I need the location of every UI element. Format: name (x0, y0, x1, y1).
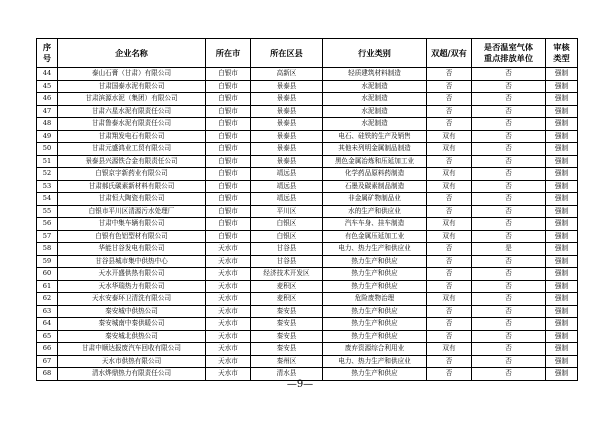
cell-index: 60 (37, 268, 58, 281)
cell-industry: 热力生产和供应 (323, 280, 427, 293)
table-row (37, 205, 578, 218)
cell-dual: 否 (427, 205, 472, 218)
cell-industry: 石墨及碳素制品制造 (323, 180, 427, 193)
cell-city: 天水市 (206, 305, 251, 318)
cell-ghg: 否 (472, 255, 546, 268)
cell-name: 泰山石膏（甘肃）有限公司 (58, 68, 206, 81)
cell-dual: 否 (427, 243, 472, 256)
cell-name: 甘肃郝氏碳素新材料有限公司 (58, 180, 206, 193)
cell-name: 白银有色铝型材有限公司 (58, 230, 206, 243)
table-row (37, 168, 578, 181)
cell-dual: 双有 (427, 218, 472, 231)
header-dual (427, 39, 472, 68)
cell-city: 天水市 (206, 268, 251, 281)
cell-audit: 强制 (546, 118, 578, 131)
enterprise-table (36, 38, 578, 381)
cell-index: 61 (37, 280, 58, 293)
cell-city: 天水市 (206, 368, 251, 381)
cell-county: 秦安县 (251, 318, 323, 331)
cell-index: 56 (37, 218, 58, 231)
cell-index: 59 (37, 255, 58, 268)
cell-index: 65 (37, 330, 58, 343)
table-row (37, 330, 578, 343)
cell-industry: 水的生产和供应业 (323, 205, 427, 218)
cell-audit: 强制 (546, 318, 578, 331)
cell-ghg: 否 (472, 355, 546, 368)
cell-county: 靖远县 (251, 180, 323, 193)
cell-city: 白银市 (206, 230, 251, 243)
cell-ghg: 否 (472, 168, 546, 181)
header-industry-label: 行业类别 (358, 47, 391, 58)
cell-dual: 否 (427, 105, 472, 118)
cell-dual: 否 (427, 280, 472, 293)
cell-audit: 强制 (546, 368, 578, 381)
cell-dual: 双有 (427, 343, 472, 356)
header-index-label: 序 号 (42, 42, 52, 63)
cell-city: 天水市 (206, 330, 251, 343)
table-row (37, 68, 578, 81)
cell-city: 白银市 (206, 80, 251, 93)
cell-name: 甘肃元盛鸿业工贸有限公司 (58, 143, 206, 156)
cell-county: 景泰县 (251, 80, 323, 93)
cell-ghg: 否 (472, 280, 546, 293)
cell-index: 62 (37, 293, 58, 306)
table-row (37, 93, 578, 106)
cell-ghg: 是 (472, 243, 546, 256)
table-row (37, 343, 578, 356)
header-city-label: 所在市 (215, 47, 241, 58)
page-number: —9— (286, 379, 314, 390)
cell-index: 57 (37, 230, 58, 243)
cell-index: 66 (37, 343, 58, 356)
cell-county: 景泰县 (251, 118, 323, 131)
cell-ghg: 否 (472, 218, 546, 231)
cell-city: 白银市 (206, 68, 251, 81)
header-name-label: 企业名称 (115, 47, 148, 58)
cell-index: 49 (37, 130, 58, 143)
cell-name: 甘肃中顺达报废汽车回收有限公司 (58, 343, 206, 356)
cell-ghg: 否 (472, 330, 546, 343)
cell-industry: 水泥制造 (323, 80, 427, 93)
cell-industry: 其他未列明金属制品制造 (323, 143, 427, 156)
cell-audit: 强制 (546, 305, 578, 318)
cell-audit: 强制 (546, 155, 578, 168)
cell-name: 天水开盛供热有限公司 (58, 268, 206, 281)
cell-county: 景泰县 (251, 143, 323, 156)
cell-industry: 热力生产和供应 (323, 268, 427, 281)
cell-ghg: 否 (472, 343, 546, 356)
cell-county: 景泰县 (251, 93, 323, 106)
table-row (37, 80, 578, 93)
cell-industry: 废弃资源综合利用业 (323, 343, 427, 356)
cell-city: 天水市 (206, 355, 251, 368)
table-row (37, 193, 578, 206)
cell-county: 景泰县 (251, 130, 323, 143)
table-row (37, 155, 578, 168)
cell-county: 秦安县 (251, 305, 323, 318)
cell-ghg: 否 (472, 368, 546, 381)
cell-industry: 热力生产和供应 (323, 318, 427, 331)
cell-index: 64 (37, 318, 58, 331)
cell-industry: 水泥制造 (323, 105, 427, 118)
cell-name: 甘谷县城市集中供热中心 (58, 255, 206, 268)
table-row (37, 280, 578, 293)
cell-name: 甘肃中集车辆有限公司 (58, 218, 206, 231)
cell-audit: 强制 (546, 343, 578, 356)
cell-dual: 双有 (427, 130, 472, 143)
cell-ghg: 否 (472, 93, 546, 106)
cell-dual: 双有 (427, 180, 472, 193)
cell-city: 天水市 (206, 293, 251, 306)
cell-name: 甘肃鲁泰水泥有限责任公司 (58, 118, 206, 131)
cell-audit: 强制 (546, 280, 578, 293)
header-county-label: 所在区县 (270, 47, 303, 58)
cell-county: 麦积区 (251, 280, 323, 293)
cell-county: 景泰县 (251, 105, 323, 118)
cell-industry: 非金属矿物制品业 (323, 193, 427, 206)
cell-audit: 强制 (546, 243, 578, 256)
cell-city: 天水市 (206, 243, 251, 256)
cell-index: 50 (37, 143, 58, 156)
cell-audit: 强制 (546, 205, 578, 218)
cell-index: 51 (37, 155, 58, 168)
table-row (37, 293, 578, 306)
table-row (37, 318, 578, 331)
cell-city: 白银市 (206, 93, 251, 106)
cell-index: 47 (37, 105, 58, 118)
cell-index: 48 (37, 118, 58, 131)
cell-name: 甘肃滨源水泥（集团）有限公司 (58, 93, 206, 106)
table-row (37, 180, 578, 193)
cell-audit: 强制 (546, 168, 578, 181)
cell-dual: 否 (427, 305, 472, 318)
cell-county: 甘谷县 (251, 255, 323, 268)
cell-industry: 电力、热力生产和供应业 (323, 243, 427, 256)
cell-ghg: 否 (472, 268, 546, 281)
cell-audit: 强制 (546, 255, 578, 268)
cell-name: 秦安城南中秦供暖公司 (58, 318, 206, 331)
cell-audit: 强制 (546, 93, 578, 106)
cell-audit: 强制 (546, 268, 578, 281)
cell-ghg: 否 (472, 130, 546, 143)
cell-ghg: 否 (472, 155, 546, 168)
cell-audit: 强制 (546, 355, 578, 368)
cell-dual: 否 (427, 80, 472, 93)
cell-dual: 否 (427, 93, 472, 106)
cell-county: 秦安县 (251, 343, 323, 356)
cell-city: 白银市 (206, 218, 251, 231)
cell-county: 靖远县 (251, 193, 323, 206)
cell-index: 68 (37, 368, 58, 381)
cell-index: 46 (37, 93, 58, 106)
cell-industry: 水泥制造 (323, 118, 427, 131)
cell-city: 白银市 (206, 180, 251, 193)
cell-industry: 黑色金属冶炼和压延加工业 (323, 155, 427, 168)
cell-industry: 热力生产和供应 (323, 305, 427, 318)
table-row (37, 143, 578, 156)
cell-county: 经济技术开发区 (251, 268, 323, 281)
cell-name: 白银市平川区清源污水处理厂 (58, 205, 206, 218)
cell-index: 54 (37, 193, 58, 206)
cell-city: 白银市 (206, 155, 251, 168)
cell-audit: 强制 (546, 218, 578, 231)
cell-industry: 汽车车身、挂车制造 (323, 218, 427, 231)
cell-city: 白银市 (206, 130, 251, 143)
cell-dual: 否 (427, 355, 472, 368)
cell-index: 67 (37, 355, 58, 368)
cell-name: 秦安城北供热公司 (58, 330, 206, 343)
cell-industry: 热力生产和供应 (323, 368, 427, 381)
cell-name: 清水烨鼎热力有限责任公司 (58, 368, 206, 381)
header-ghg-label: 是否温室气体 重点排放单位 (483, 42, 534, 63)
cell-index: 55 (37, 205, 58, 218)
cell-audit: 强制 (546, 330, 578, 343)
cell-dual: 双有 (427, 230, 472, 243)
table-row (37, 105, 578, 118)
cell-city: 白银市 (206, 205, 251, 218)
cell-ghg: 否 (472, 230, 546, 243)
cell-dual: 否 (427, 330, 472, 343)
cell-audit: 强制 (546, 80, 578, 93)
cell-dual: 双有 (427, 143, 472, 156)
cell-county: 靖远县 (251, 168, 323, 181)
table-row (37, 218, 578, 231)
cell-city: 白银市 (206, 168, 251, 181)
cell-audit: 强制 (546, 230, 578, 243)
cell-ghg: 否 (472, 143, 546, 156)
cell-county: 景泰县 (251, 155, 323, 168)
cell-name: 天水华瑞热力有限公司 (58, 280, 206, 293)
cell-name: 甘肃恒大陶瓷有限公司 (58, 193, 206, 206)
cell-county: 秦州区 (251, 355, 323, 368)
cell-ghg: 否 (472, 180, 546, 193)
cell-dual: 双有 (427, 293, 472, 306)
cell-ghg: 否 (472, 118, 546, 131)
cell-dual: 否 (427, 268, 472, 281)
header-audit (546, 39, 578, 68)
cell-ghg: 否 (472, 68, 546, 81)
cell-industry: 危险废物治理 (323, 293, 427, 306)
cell-ghg: 否 (472, 318, 546, 331)
cell-ghg: 否 (472, 205, 546, 218)
cell-dual: 否 (427, 118, 472, 131)
table-row (37, 130, 578, 143)
cell-ghg: 否 (472, 80, 546, 93)
header-county (251, 39, 323, 68)
header-dual-label: 双超/双有 (431, 47, 467, 58)
cell-ghg: 否 (472, 305, 546, 318)
header-city (206, 39, 251, 68)
cell-audit: 强制 (546, 105, 578, 118)
cell-industry: 电力、热力生产和供应业 (323, 355, 427, 368)
cell-industry: 轻质建筑材料制造 (323, 68, 427, 81)
cell-city: 白银市 (206, 143, 251, 156)
cell-name: 白银京宇新药业有限公司 (58, 168, 206, 181)
table-header-row (37, 39, 578, 68)
cell-audit: 强制 (546, 193, 578, 206)
cell-industry: 电石、硅铁的生产及销售 (323, 130, 427, 143)
cell-city: 白银市 (206, 105, 251, 118)
header-audit-label: 审核 类型 (553, 42, 570, 63)
cell-ghg: 否 (472, 293, 546, 306)
cell-audit: 强制 (546, 180, 578, 193)
cell-index: 63 (37, 305, 58, 318)
cell-county: 麦积区 (251, 293, 323, 306)
cell-city: 天水市 (206, 280, 251, 293)
cell-index: 58 (37, 243, 58, 256)
cell-county: 秦安县 (251, 330, 323, 343)
cell-dual: 否 (427, 155, 472, 168)
cell-name: 秦安城中供热公司 (58, 305, 206, 318)
cell-ghg: 否 (472, 105, 546, 118)
cell-index: 44 (37, 68, 58, 81)
cell-index: 53 (37, 180, 58, 193)
cell-industry: 化学药品原料药制造 (323, 168, 427, 181)
table-row (37, 355, 578, 368)
cell-audit: 强制 (546, 68, 578, 81)
cell-dual: 否 (427, 368, 472, 381)
table-row (37, 305, 578, 318)
cell-dual: 否 (427, 193, 472, 206)
cell-city: 天水市 (206, 318, 251, 331)
header-ghg (472, 39, 546, 68)
header-name (58, 39, 206, 68)
cell-name: 甘肃六星水泥有限责任公司 (58, 105, 206, 118)
cell-county: 甘谷县 (251, 243, 323, 256)
cell-industry: 有色金属压延加工业 (323, 230, 427, 243)
cell-city: 白银市 (206, 193, 251, 206)
cell-name: 华能甘谷发电有限公司 (58, 243, 206, 256)
cell-city: 天水市 (206, 343, 251, 356)
cell-city: 天水市 (206, 255, 251, 268)
cell-city: 白银市 (206, 118, 251, 131)
cell-dual: 否 (427, 318, 472, 331)
table-row (37, 243, 578, 256)
cell-county: 高新区 (251, 68, 323, 81)
cell-county: 白银区 (251, 230, 323, 243)
cell-industry: 水泥制造 (323, 93, 427, 106)
header-industry (323, 39, 427, 68)
cell-county: 平川区 (251, 205, 323, 218)
cell-index: 45 (37, 80, 58, 93)
cell-audit: 强制 (546, 143, 578, 156)
cell-ghg: 否 (472, 193, 546, 206)
cell-dual: 否 (427, 68, 472, 81)
cell-name: 天水安泰环卫清洗有限公司 (58, 293, 206, 306)
cell-name: 甘肃翔发电石有限公司 (58, 130, 206, 143)
header-index (37, 39, 58, 68)
table-row (37, 230, 578, 243)
cell-index: 52 (37, 168, 58, 181)
cell-dual: 否 (427, 255, 472, 268)
table-row (37, 255, 578, 268)
cell-industry: 热力生产和供应 (323, 330, 427, 343)
cell-name: 天水市供热有限公司 (58, 355, 206, 368)
cell-industry: 热力生产和供应 (323, 255, 427, 268)
table-body (37, 68, 578, 381)
table-row (37, 268, 578, 281)
cell-name: 甘肃国泰水泥有限公司 (58, 80, 206, 93)
cell-name: 景泰县兴源铁合金有限责任公司 (58, 155, 206, 168)
cell-dual: 双有 (427, 168, 472, 181)
cell-county: 白银区 (251, 218, 323, 231)
cell-audit: 强制 (546, 293, 578, 306)
table-row (37, 118, 578, 131)
cell-audit: 强制 (546, 130, 578, 143)
cell-county: 清水县 (251, 368, 323, 381)
